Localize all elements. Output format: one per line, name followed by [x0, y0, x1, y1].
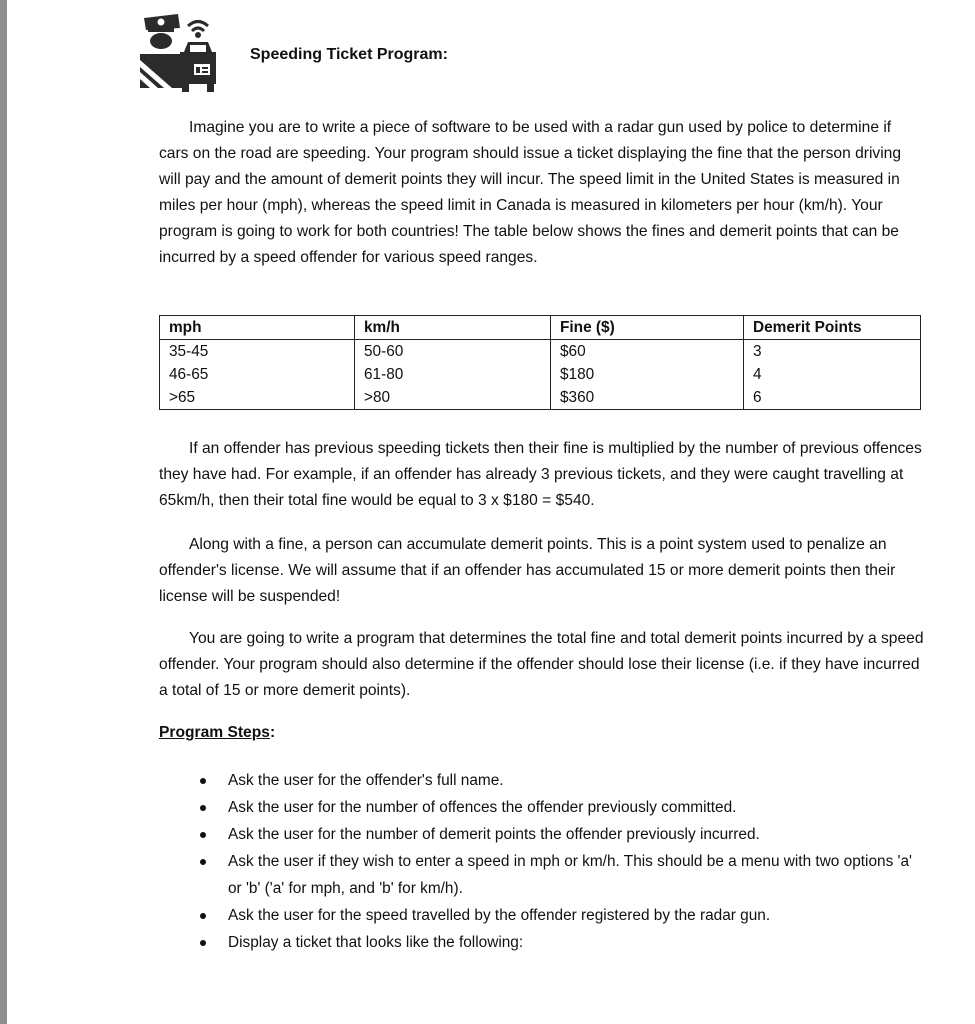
table-cell: 35-45 [160, 340, 355, 364]
step-text: Ask the user for the offender's full name. [228, 772, 504, 789]
offences-text: If an offender has previous speeding tickets then their fine is multiplied by the number of previous offences they have had. For example, if an offender has already 3 previous tickets, and they were caught travelling at 65km/h, then their total fine would be equal to 3 x $180 = $540. [159, 440, 922, 509]
table-header-cell: Demerit Points [744, 316, 921, 340]
table-cell: $180 [551, 363, 744, 386]
bullet-icon [200, 913, 206, 919]
list-item [195, 794, 925, 821]
intro-text: Imagine you are to write a piece of software to be used with a radar gun used by police to determine if cars on the road are speeding. Your program should issue a ticket displaying the fine that the person driving will pay and the amount of demerit points they will incur. The speed limit in the United States is measured in miles per hour (mph), whereas the speed limit in Canada is measured in kilometers per hour (km/h). Your program is going to work for both countries! The table below shows the fines and demerit points that can be incurred by a speed offender for various speed ranges. [159, 119, 902, 266]
step-text: Ask the user for the number of offences the offender previously committed. [228, 799, 737, 816]
fines-table [159, 315, 921, 410]
program-steps-colon: : [269, 724, 276, 741]
table-cell: 61-80 [355, 363, 551, 386]
program-paragraph [159, 626, 924, 704]
table-cell: 50-60 [355, 340, 551, 364]
program-steps-list [195, 767, 925, 956]
table-row [160, 340, 921, 364]
table-header-cell: mph [160, 316, 355, 340]
list-item [195, 821, 925, 848]
bullet-icon [200, 778, 206, 784]
table-header-row [160, 316, 921, 340]
table-cell: 46-65 [160, 363, 355, 386]
bullet-icon [200, 859, 206, 865]
page-title: Speeding Ticket Program: [250, 46, 448, 63]
list-item [195, 767, 925, 794]
table-header-cell: km/h [355, 316, 551, 340]
offences-paragraph [159, 436, 924, 514]
intro-paragraph [159, 115, 924, 271]
table-cell: >80 [355, 386, 551, 410]
step-text: Ask the user if they wish to enter a speed in mph or km/h. This should be a menu with two options 'a' or 'b' ('a' for mph, and 'b' for km/h). [228, 853, 912, 897]
bullet-icon [200, 832, 206, 838]
demerit-text: Along with a fine, a person can accumulate demerit points. This is a point system used to penalize an offender's license. We will assume that if an offender has accumulated 15 or more demerit points then their license will be suspended! [159, 536, 896, 605]
table-cell: 3 [744, 340, 921, 364]
table-cell: $360 [551, 386, 744, 410]
police-radar-icon [138, 14, 224, 96]
list-item [195, 848, 925, 902]
list-item [195, 929, 925, 956]
program-steps-label: Program Steps [159, 724, 270, 741]
step-text: Ask the user for the number of demerit points the offender previously incurred. [228, 826, 760, 843]
step-text: Ask the user for the speed travelled by the offender registered by the radar gun. [228, 907, 771, 924]
table-cell: $60 [551, 340, 744, 364]
program-text: You are going to write a program that determines the total fine and total demerit points incurred by a speed offender. Your program should also determine if the offender should lose their license (i.e. if they have incurred a total of 15 or more demerit points). [159, 630, 924, 699]
bullet-icon [200, 805, 206, 811]
step-text: Display a ticket that looks like the following: [228, 934, 524, 951]
table-cell: >65 [160, 386, 355, 410]
table-cell: 4 [744, 363, 921, 386]
table-row [160, 386, 921, 410]
demerit-paragraph [159, 532, 924, 610]
program-steps-heading [159, 724, 275, 742]
table-header-cell: Fine ($) [551, 316, 744, 340]
table-cell: 6 [744, 386, 921, 410]
bullet-icon [200, 940, 206, 946]
list-item [195, 902, 925, 929]
table-row [160, 363, 921, 386]
